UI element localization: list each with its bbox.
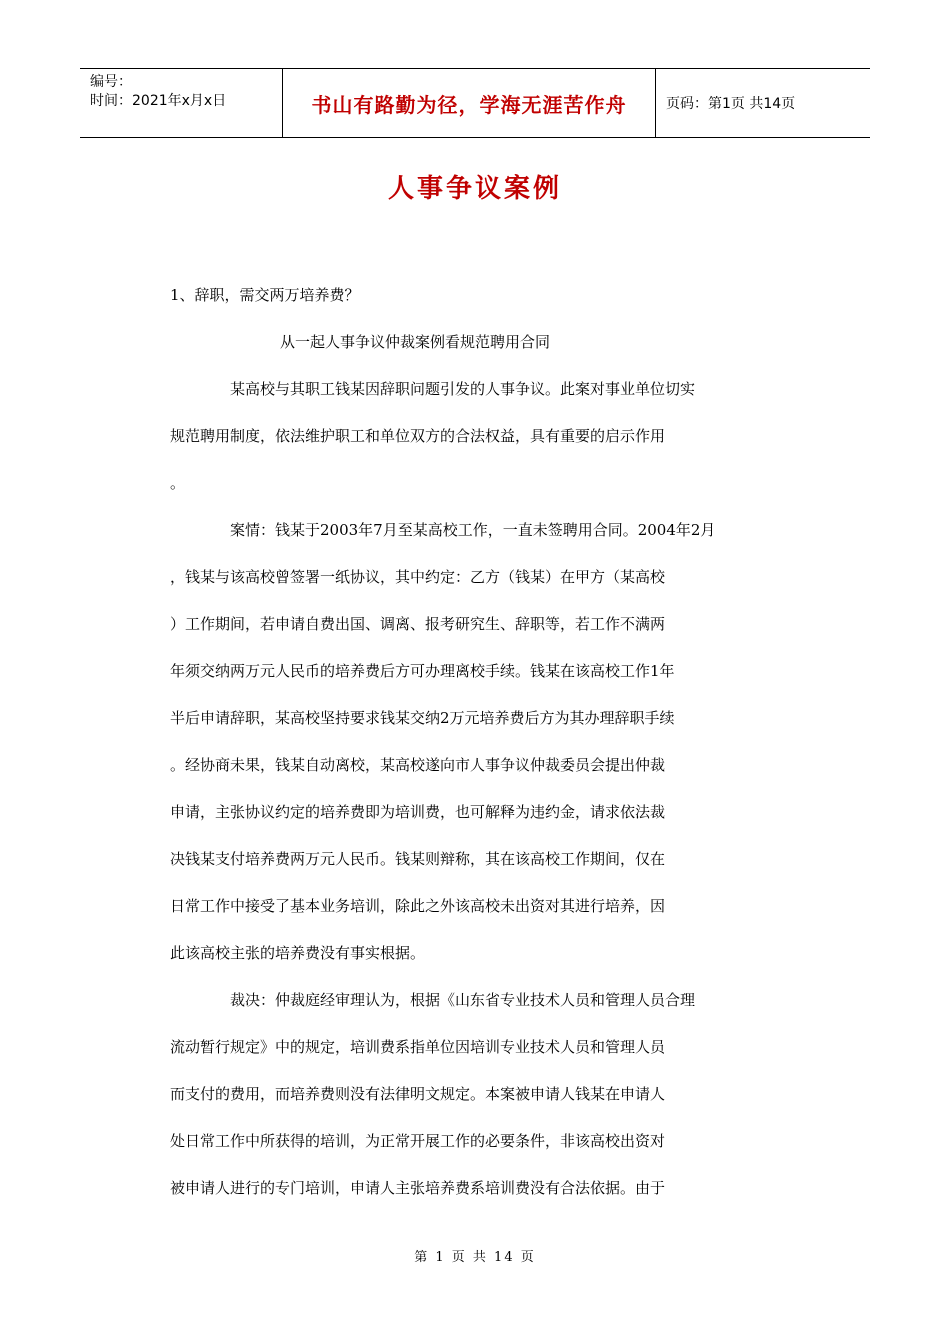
- paragraph-line: 申请，主张协议约定的培养费即为培训费，也可解释为违约金，请求依法裁: [170, 803, 666, 821]
- page-footer: 第 1 页 共 14 页: [414, 1250, 536, 1265]
- header-table: [80, 68, 870, 138]
- section-subtitle: 从一起人事争议仲裁案例看规范聘用合同: [280, 333, 551, 351]
- paragraph-line: 案情：钱某于2003年7月至某高校工作，一直未签聘用合同。2004年2月: [230, 521, 716, 539]
- document-time-label: 时间：2021年x月x日: [90, 93, 227, 109]
- document-body: [170, 280, 790, 1220]
- header-page-info: 页码：第1页 共14页: [666, 96, 796, 112]
- paragraph-line: 年须交纳两万元人民币的培养费后方可办理离校手续。钱某在该高校工作1年: [170, 662, 675, 680]
- paragraph-line: 流动暂行规定》中的规定，培训费系指单位因培训专业技术人员和管理人员: [170, 1038, 666, 1056]
- paragraph-line: 半后申请辞职，某高校坚持要求钱某交纳2万元培养费后方为其办理辞职手续: [170, 709, 675, 727]
- section-heading: 1、辞职，需交两万培养费？: [170, 286, 360, 304]
- paragraph-line: ，钱某与该高校曾签署一纸协议，其中约定：乙方（钱某）在甲方（某高校: [170, 568, 666, 586]
- paragraph-line: 此该高校主张的培养费没有事实根据。: [170, 944, 426, 962]
- paragraph-line: 。: [170, 474, 186, 492]
- paragraph-line: 日常工作中接受了基本业务培训，除此之外该高校未出资对其进行培养，因: [170, 897, 666, 915]
- paragraph-line: 被申请人进行的专门培训，申请人主张培养费系培训费没有合法依据。由于: [170, 1179, 666, 1197]
- paragraph-line: 规范聘用制度，依法维护职工和单位双方的合法权益，具有重要的启示作用: [170, 427, 666, 445]
- paragraph-line: ）工作期间，若申请自费出国、调离、报考研究生、辞职等，若工作不满两: [170, 615, 666, 633]
- paragraph-line: 而支付的费用，而培养费则没有法律明文规定。本案被申请人钱某在申请人: [170, 1085, 666, 1103]
- paragraph-line: 。经协商未果，钱某自动离校，某高校遂向市人事争议仲裁委员会提出仲裁: [170, 756, 666, 774]
- document-number-label: 编号：: [90, 74, 132, 90]
- paragraph-line: 处日常工作中所获得的培训，为正常开展工作的必要条件，非该高校出资对: [170, 1132, 666, 1150]
- paragraph-line: 裁决：仲裁庭经审理认为，根据《山东省专业技术人员和管理人员合理: [230, 991, 696, 1009]
- paragraph-line: 某高校与其职工钱某因辞职问题引发的人事争议。此案对事业单位切实: [230, 380, 696, 398]
- header-meta-cell: [80, 69, 282, 137]
- document-title: 人事争议案例: [387, 174, 562, 204]
- paragraph-line: 决钱某支付培养费两万元人民币。钱某则辩称，其在该高校工作期间，仅在: [170, 850, 666, 868]
- header-motto: 书山有路勤为径，学海无涯苦作舟: [282, 69, 656, 137]
